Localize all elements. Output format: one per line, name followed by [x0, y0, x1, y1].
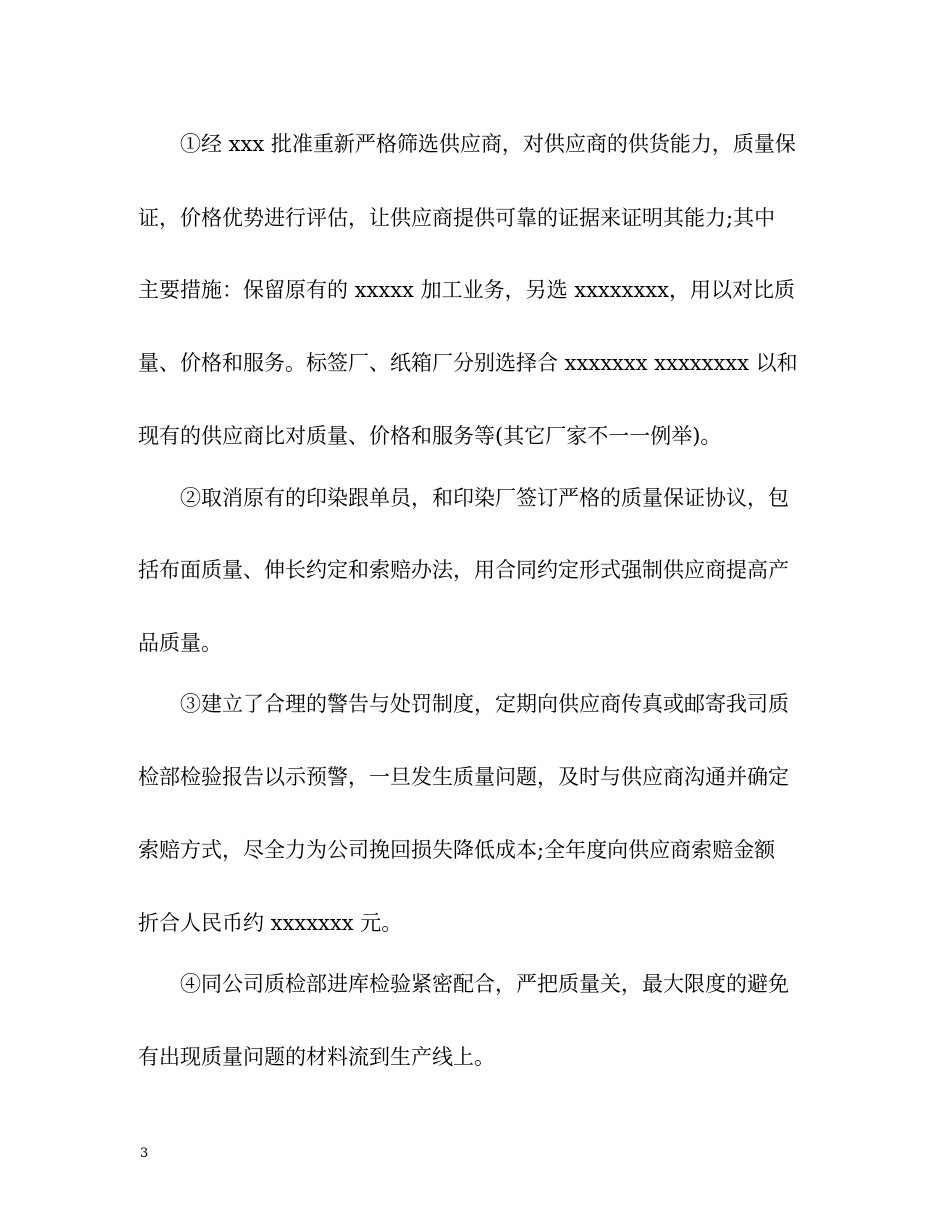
- paragraph-2-line-3: 品质量。: [138, 631, 222, 655]
- paragraph-4-line-2: 有出现质量问题的材料流到生产线上。: [138, 1045, 495, 1069]
- paragraph-3-line-4: 折合人民币约 xxxxxxx 元。: [138, 911, 403, 935]
- paragraph-2-line-1: ②取消原有的印染跟单员，和印染厂签订严格的质量保证协议，包: [180, 486, 789, 510]
- paragraph-1-line-2: 证，价格优势进行评估，让供应商提供可靠的证据来证明其能力;其中: [138, 206, 776, 230]
- paragraph-1-line-4: 量、价格和服务。标签厂、纸箱厂分别选择合 xxxxxxx xxxxxxxx 以和: [138, 351, 798, 375]
- paragraph-1-line-1: ①经 xxx 批准重新严格筛选供应商，对供应商的供货能力，质量保: [180, 132, 796, 156]
- paragraph-4-line-1: ④同公司质检部进库检验紧密配合，严把质量关，最大限度的避免: [180, 972, 789, 996]
- paragraph-1-line-3: 主要措施：保留原有的 xxxxx 加工业务，另选 xxxxxxxx，用以对比质: [138, 278, 795, 302]
- paragraph-2-line-2: 括布面质量、伸长约定和索赔办法，用合同约定形式强制供应商提高产: [138, 558, 789, 582]
- paragraph-3-line-3: 索赔方式，尽全力为公司挽回损失降低成本;全年度向供应商索赔金额: [138, 838, 776, 862]
- page-number: 3: [140, 1146, 149, 1161]
- paragraph-3-line-1: ③建立了合理的警告与处罚制度，定期向供应商传真或邮寄我司质: [180, 692, 789, 716]
- paragraph-3-line-2: 检部检验报告以示预警，一旦发生质量问题，及时与供应商沟通并确定: [138, 765, 789, 789]
- paragraph-1-line-5: 现有的供应商比对质量、价格和服务等(其它厂家不一一例举)。: [138, 424, 722, 448]
